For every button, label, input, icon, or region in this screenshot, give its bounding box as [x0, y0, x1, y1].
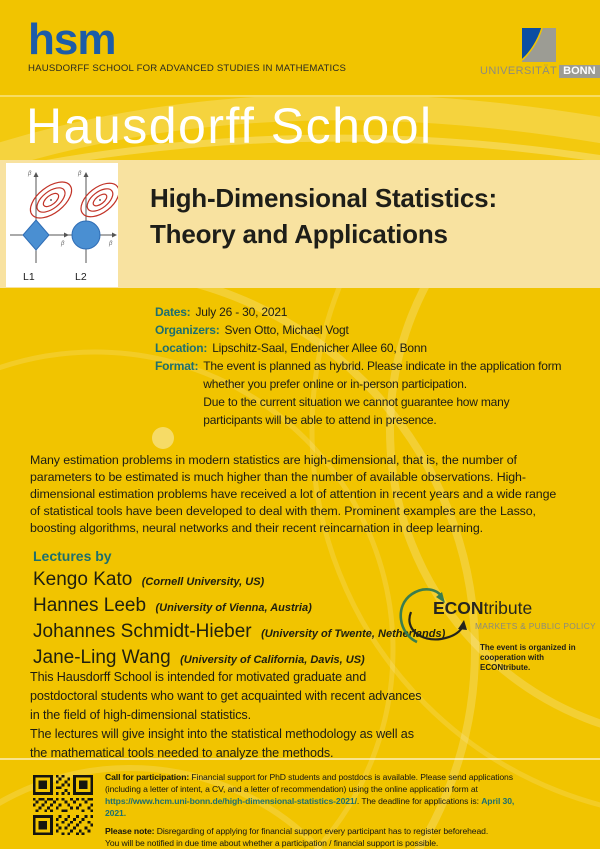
hsm-logo-subtitle: HAUSDORFF SCHOOL FOR ADVANCED STUDIES IN MATHEMATICS: [28, 63, 347, 74]
please-note: [105, 825, 533, 849]
audience-paragraph-part1: This Hausdorff School is intended for motivated graduate and postdoctoral students who want to get acquainted with recent advances in the field of high-dimensional statistics.: [30, 670, 422, 722]
hsm-logo-text: hsm: [28, 15, 116, 64]
hsm-logo: [28, 15, 347, 74]
detail-format-value-part2: Due to the current situation we cannot guarantee how many participants will be able to attend in presence.: [203, 395, 510, 427]
qr-code: [30, 772, 96, 838]
call-for-participation-text2: . The deadline for applications is:: [356, 796, 482, 806]
econtribute-wordmark-bold: ECON: [433, 598, 484, 618]
detail-organizers-value: Sven Otto, Michael Vogt: [224, 323, 349, 337]
speaker-name: Jane-Ling Wang: [33, 647, 171, 668]
l2-yaxis-label: β: [78, 171, 82, 177]
detail-format-label: Format:: [155, 359, 199, 373]
uni-bonn-name: UNIVERSITÄT: [480, 65, 558, 77]
call-for-participation-text1: Financial support for PhD students and postdocs is available. Please send applications (including a letter of intent, a CV, and a letter of recommendation) using the online application form at: [105, 772, 513, 794]
please-note-text2: You will be notified in due time about whether a participation / financial support is possible.: [105, 838, 439, 848]
speaker-name: Kengo Kato: [33, 569, 133, 590]
please-note-text1: Disregarding of applying for financial support every participant has to register beforehead.: [154, 826, 489, 836]
speaker-row: [33, 594, 445, 620]
call-for-participation: [105, 771, 533, 819]
audience-paragraph: [30, 668, 430, 763]
detail-location: [155, 339, 575, 357]
application-form-link[interactable]: https://www.hcm.uni-bonn.de/high-dimensional-statistics-2021/: [105, 796, 357, 806]
l1-l2-regularization-figure: [6, 163, 118, 287]
uni-bonn-city: BONN: [559, 65, 599, 78]
l1-label: L1: [23, 271, 35, 283]
speaker-name: Johannes Schmidt-Hieber: [33, 621, 252, 642]
please-note-label: Please note:: [105, 826, 155, 836]
intro-paragraph: Many estimation problems in modern statistics are high-dimensional, that is, the number of parameters to be estimated is much higher than the number of available observations. High-dimensional estimation problems have received a lot of attention in recent years and a wide range of statistical tools have been developed to deal with them. Prominent examples are the Lasso, boosting algorithms, neural networks and their recent reincarnation in deep learning.: [30, 453, 557, 535]
detail-format: [155, 357, 575, 429]
lectures-section: [33, 548, 445, 672]
l1-xaxis-label: β: [61, 241, 65, 247]
detail-dates-value: July 26 - 30, 2021: [195, 305, 288, 319]
lectures-heading: Lectures by: [33, 548, 112, 564]
econtribute-wordmark: [433, 598, 532, 619]
speaker-affiliation: (University of Twente, Netherlands): [261, 628, 446, 640]
event-title-line1: High-Dimensional Statistics:: [150, 183, 497, 213]
detail-dates-label: Dates:: [155, 305, 191, 319]
speaker-row: [33, 620, 445, 646]
speaker-name: Hannes Leeb: [33, 595, 147, 616]
l2-xaxis-label: β: [109, 241, 113, 247]
application-deadline: April 30, 2021.: [105, 796, 515, 818]
econtribute-tagline: MARKETS & PUBLIC POLICY: [475, 621, 596, 631]
l2-label: L2: [75, 271, 87, 283]
call-for-participation-label: Call for participation:: [105, 772, 190, 782]
speaker-affiliation: (University of California, Davis, US): [180, 654, 365, 666]
uni-bonn-logo: [480, 28, 600, 77]
l1-yaxis-label: β: [28, 171, 32, 177]
speaker-affiliation: (Cornell University, US): [141, 576, 265, 588]
econtribute-cooperation-note: The event is organized in cooperation with ECONtribute.: [480, 643, 576, 672]
audience-paragraph-part2: The lectures will give insight into the statistical methodology as well as the mathematical tools needed to analyze the methods.: [30, 727, 414, 760]
detail-organizers: [155, 321, 575, 339]
event-title-line2: Theory and Applications: [150, 219, 448, 249]
detail-location-label: Location:: [155, 341, 208, 355]
poster-banner-title: Hausdorff School: [26, 98, 433, 154]
event-title: [150, 180, 497, 252]
uni-bonn-logo-mark: [522, 28, 556, 62]
detail-dates: [155, 303, 575, 321]
event-details: [155, 303, 575, 429]
econtribute-wordmark-regular: tribute: [483, 598, 533, 618]
detail-format-value: [203, 357, 568, 429]
detail-location-value: Lipschitz-Saal, Endenicher Allee 60, Bonn: [212, 341, 427, 355]
speaker-row: [33, 568, 445, 594]
detail-organizers-label: Organizers:: [155, 323, 220, 337]
speaker-affiliation: (University of Vienna, Austria): [155, 602, 312, 614]
footer-participation-info: [105, 771, 533, 849]
detail-format-value-part1: The event is planned as hybrid. Please indicate in the application form whether you prefer online or in-person participation.: [203, 359, 562, 391]
